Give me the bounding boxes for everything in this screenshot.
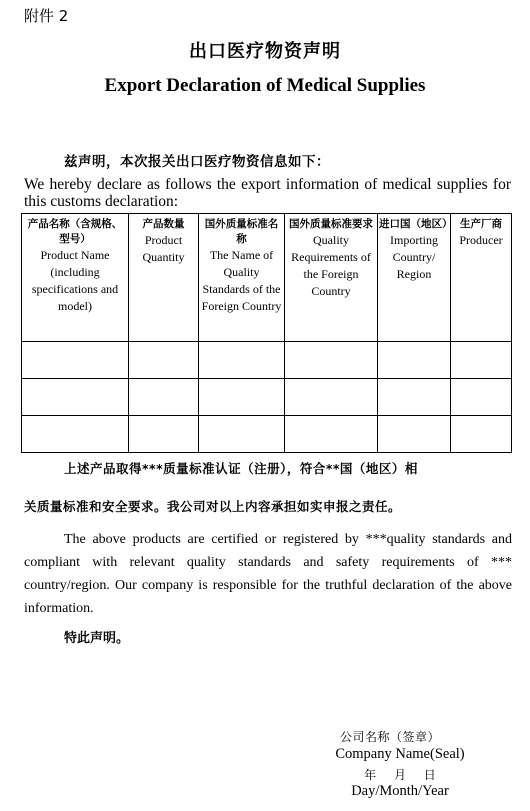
statement-english: The above products are certified or registered by ***quality standards and compliant with relevant quality standards and safety requirements of *** country/region. Our company is responsible for the truthful declaration of the above information.	[24, 532, 512, 616]
column-header-en: Product Name (including specifications and model)	[31, 248, 119, 313]
column-header-en: The Name of Quality Standards of the Foreign Country	[201, 248, 282, 313]
statement-chinese-line-1: 上述产品取得***质量标准认证（注册），符合**国（地区）相	[64, 461, 418, 476]
date-label-cn: 年 月 日	[364, 768, 436, 782]
table-cell[interactable]	[451, 342, 512, 379]
company-name-label-cn: 公司名称（签章）	[339, 730, 440, 744]
table-cell[interactable]	[451, 379, 512, 416]
table-cell[interactable]	[199, 379, 285, 416]
table-cell[interactable]	[378, 379, 451, 416]
column-header-quality-standard-name	[199, 214, 285, 342]
column-header-producer	[451, 214, 512, 342]
table-cell[interactable]	[285, 379, 378, 416]
column-header-en: Product Quantity	[142, 233, 185, 264]
table-cell[interactable]	[129, 342, 199, 379]
table-header-row	[22, 214, 512, 342]
table-cell[interactable]	[22, 416, 129, 453]
table-cell[interactable]	[22, 342, 129, 379]
table-cell[interactable]	[285, 416, 378, 453]
annex-label: 附件 2	[24, 7, 69, 25]
table-cell[interactable]	[378, 416, 451, 453]
date-label-en: Day/Month/Year	[351, 783, 449, 799]
table-cell[interactable]	[378, 342, 451, 379]
title-chinese: 出口医疗物资声明	[189, 41, 341, 62]
column-header-en: Importing Country/ Region	[390, 233, 438, 281]
intro-chinese: 兹声明，本次报关出口医疗物资信息如下：	[64, 154, 330, 170]
column-header-product-quantity	[129, 214, 199, 342]
column-header-quality-requirements	[285, 214, 378, 342]
closing-statement: 特此声明。	[64, 631, 130, 646]
statement-chinese-line-2: 关质量标准和安全要求。我公司对以上内容承担如实申报之责任。	[24, 499, 402, 514]
column-header-en: Producer	[459, 233, 503, 247]
table-cell[interactable]	[129, 416, 199, 453]
table-row	[22, 342, 512, 379]
column-header-cn: 国外质量标准要求	[289, 218, 373, 230]
table-cell[interactable]	[199, 416, 285, 453]
column-header-cn: 进口国（地区）	[379, 218, 453, 230]
table-cell[interactable]	[129, 379, 199, 416]
column-header-cn: 国外质量标准名称	[204, 218, 279, 245]
intro-english: We hereby declare as follows the export information of medical supplies for this customs declaration:	[24, 176, 511, 210]
column-header-cn: 产品数量	[142, 218, 185, 230]
column-header-product-name	[22, 214, 129, 342]
table-cell[interactable]	[285, 342, 378, 379]
column-header-cn: 产品名称（含规格、型号）	[27, 218, 123, 245]
column-header-importing-country	[378, 214, 451, 342]
table-row	[22, 379, 512, 416]
company-name-label-en: Company Name(Seal)	[335, 746, 465, 762]
table-cell[interactable]	[22, 379, 129, 416]
declaration-table	[21, 213, 512, 453]
column-header-en: Quality Requirements of the Foreign Country	[291, 233, 371, 298]
table-row	[22, 416, 512, 453]
column-header-cn: 生产厂商	[460, 218, 502, 230]
title-english: Export Declaration of Medical Supplies	[104, 75, 426, 96]
table-cell[interactable]	[199, 342, 285, 379]
table-cell[interactable]	[451, 416, 512, 453]
